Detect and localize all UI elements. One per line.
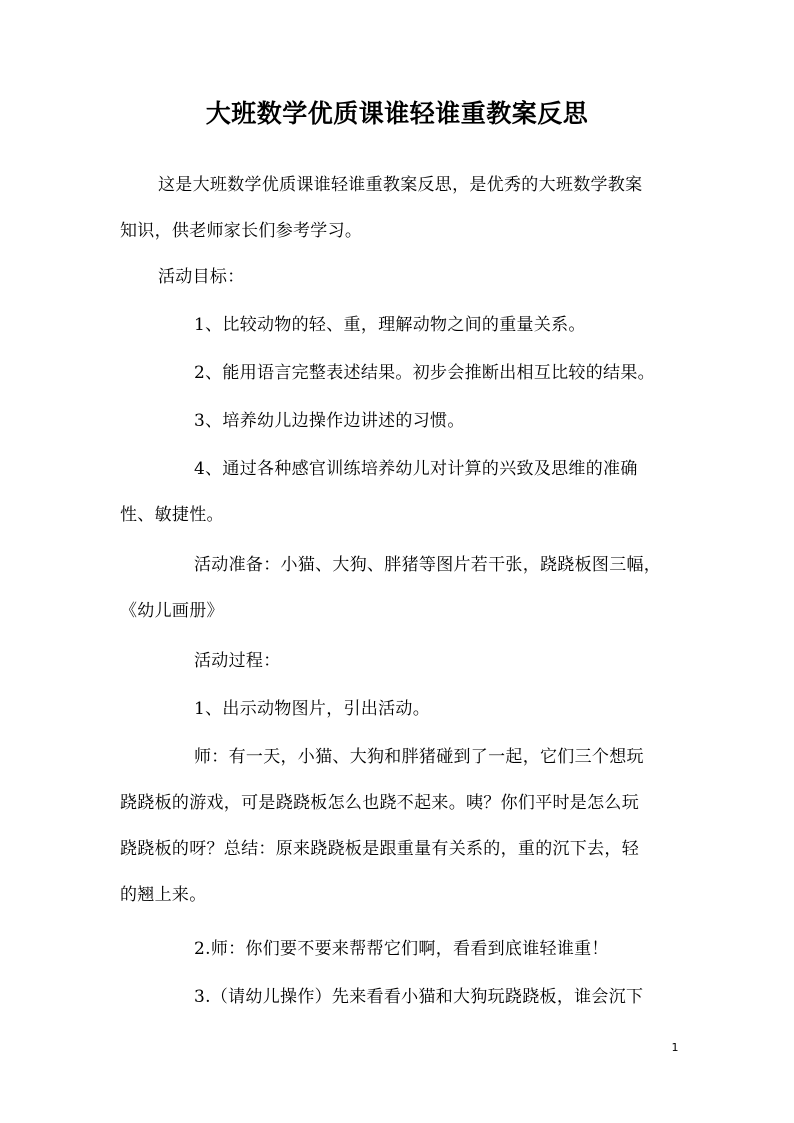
process-step-2 bbox=[120, 926, 680, 972]
goal-item-1 bbox=[120, 302, 680, 348]
text-line: 4、通过各种感官训练培养幼儿对计算的兴致及思维的准确 bbox=[194, 459, 638, 479]
process-heading bbox=[120, 638, 680, 684]
text-line: 《幼儿画册》 bbox=[120, 601, 224, 621]
text-line: 2、能用语言完整表述结果。初步会推断出相互比较的结果。 bbox=[194, 363, 655, 383]
text-line: 活动目标： bbox=[158, 267, 245, 287]
goal-item-3 bbox=[120, 398, 680, 444]
text-line: 性、敏捷性。 bbox=[120, 505, 224, 525]
intro-paragraph bbox=[120, 162, 680, 254]
text-line: 跷跷板的呀？总结：原来跷跷板是跟重量有关系的，重的沉下去，轻 bbox=[120, 839, 639, 859]
text-line: 1、比较动物的轻、重，理解动物之间的重量关系。 bbox=[194, 315, 586, 335]
process-step-3 bbox=[120, 974, 680, 1020]
goals-heading bbox=[120, 254, 680, 300]
text-line: 跷跷板的游戏，可是跷跷板怎么也跷不起来。咦？你们平时是怎么玩 bbox=[120, 793, 639, 813]
text-line: 活动准备：小猫、大狗、胖猪等图片若干张，跷跷板图三幅， bbox=[194, 555, 662, 575]
text-line: 1、出示动物图片，引出活动。 bbox=[194, 699, 431, 719]
text-line: 3、培养幼儿边操作边讲述的习惯。 bbox=[194, 411, 465, 431]
teacher-dialogue-paragraph bbox=[120, 734, 680, 918]
preparation-paragraph bbox=[120, 542, 680, 634]
page-number: 1 bbox=[671, 1041, 679, 1054]
goal-item-4 bbox=[120, 446, 680, 538]
document-title: 大班数学优质课谁轻谁重教案反思 bbox=[205, 99, 589, 128]
goal-item-2 bbox=[120, 350, 680, 396]
text-line: 3.（请幼儿操作）先来看看小猫和大狗玩跷跷板，谁会沉下 bbox=[194, 987, 644, 1007]
text-line: 师：有一天，小猫、大狗和胖猪碰到了一起，它们三个想玩 bbox=[194, 747, 644, 767]
text-line: 的翘上来。 bbox=[120, 885, 207, 905]
text-line: 活动过程： bbox=[194, 651, 281, 671]
process-step-1 bbox=[120, 686, 680, 732]
text-line: 这是大班数学优质课谁轻谁重教案反思，是优秀的大班数学教案 bbox=[158, 175, 643, 195]
text-line: 2.师：你们要不要来帮帮它们啊，看看到底谁轻谁重！ bbox=[194, 939, 609, 959]
text-line: 知识，供老师家长们参考学习。 bbox=[120, 221, 363, 241]
